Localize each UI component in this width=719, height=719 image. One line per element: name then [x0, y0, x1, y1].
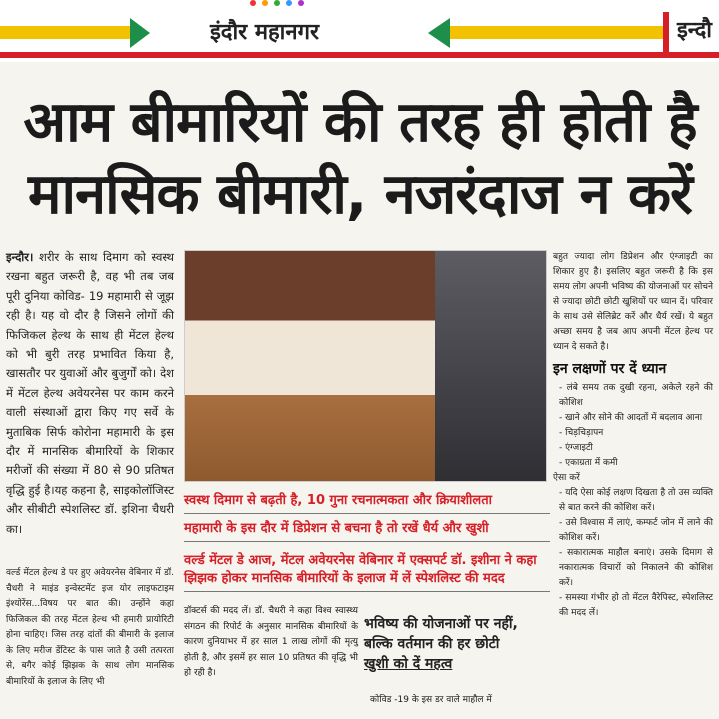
section-title: इंदौर महानगर	[210, 19, 319, 45]
lead-text: शरीर के साथ दिमाग को स्वस्थ रखना बहुत जरूरी है, वह भी तब जब पूरी दुनिया कोविड- 19 महामारी से जूझ रही है। यह वो दौर है जिसने लोगों की फिजिकल हेल्थ के साथ ही मेंटल हेल्थ को भी बुरी तरह प्रभावित किया है, खासतौर पर युवाओं और बुजुर्गों को। देश में मेंटल हेल्थ अवेयरनेस पर काम करने वाली संस्थाओं द्वारा किए गए सर्वे के मुताबिक सिर्फ कोरोना महामारी के इस दौर में मानसिक बीमारियों के शिकार मरीजों की संख्या में 80 से 90 प्रतिषत वृद्धि हुई है।यह कहना है, साइकोलॉजिस्ट और सीबीटी स्पेशलिस्ट डॉ. इशिना चैधरी का।	[6, 250, 174, 536]
do-this-label: ऐसा करें	[553, 473, 580, 483]
mid-paragraph: डॉक्टर्स की मदद लें। डॉ. चैधरी ने कहा विश्व स्वास्थ्य संगठन की रिपोर्ट के अनुसार मानसिक बीमारियों के कारण दुनियाभर में हर साल 1 लाख लोगों की मृत्यु होती है, और इसमें हर साल 10 प्रतिषत की वृद्धि भी हो रही है।	[184, 606, 358, 678]
box-quote-tail: कोविड -19 के इस डर वाले माहौल में	[370, 695, 492, 705]
list-item: - सकारात्मक माहौल बनाएं। उसके दिमाग से नकारात्मक विचारों को निकालने की कोशिश करें।	[559, 548, 713, 588]
list-item: - समस्या गंभीर हो तो मेंटल वैरेपिस्ट, स्पेशलिस्ट की मदद लें।	[559, 593, 713, 618]
box-quote	[364, 614, 534, 674]
headline-line-2: मानसिक बीमारी, नजरंदाज न करें	[28, 162, 692, 227]
pullquote-3	[184, 552, 550, 592]
pullquote-3-line-2: झिझक होकर मानसिक बीमारियों के इलाज में लें स्पेशलिस्ट की मदद	[184, 570, 550, 592]
body-paragraph: वर्ल्ड मेंटल हेल्थ डे पर हुए अवेयरनेस वेबिनार में डॉ. चैधरी ने माइंड इन्वेस्टमेंट इज योर लाइफटाइम इंश्योरेंस...विषय पर बात की। उन्होंने कहा फिजिकल की तरह मेंटल हेल्थ भी हमारी प्रायोरिटी होना चाहिए। जिस तरह दांतों की बीमारी के इलाज के लिए मरीज डेंटिस्ट के पास जाते है उसी तत्परता से, बगैर कोई झिझक के साथ लोग मानसिक बीमारियों के इलाज के लिए भी	[6, 568, 174, 687]
header-arrow-right-icon	[428, 18, 450, 48]
symptoms-subhead: इन लक्षणों पर दें ध्यान	[553, 361, 667, 377]
list-item: - चिड़चिड़ापन	[559, 428, 604, 438]
article-photo	[184, 250, 547, 482]
header-yellow-bar-left	[0, 26, 130, 39]
pullquote-3-line-1: वर्ल्ड मेंटल डे आज, मेंटल अवेयरनेस वेबिनार में एक्सपर्ट डॉ. इशीना ने कहा	[184, 553, 537, 568]
lead-paragraph	[6, 248, 174, 539]
right-column	[553, 250, 713, 621]
list-item: - एकाग्रता में कमी	[559, 458, 618, 468]
list-item: - एंग्जाइटी	[559, 443, 593, 453]
header-red-line	[0, 52, 719, 58]
list-item: - खाने और सोने की आदतों में बदलाव आना	[559, 413, 703, 423]
box-quote-line-1: भविष्य की योजनाओं पर नहीं,	[364, 616, 518, 632]
list-item: - यदि ऐसा कोई लक्षण दिखता है तो उस व्यक्ति से बात करने की कोशिश करें।	[559, 488, 713, 513]
color-dots	[232, 0, 322, 6]
header-red-post	[663, 12, 669, 52]
section-title-next: इन्दौ	[677, 17, 712, 43]
box-quote-line-2: बल्कि वर्तमान की हर छोटी	[364, 636, 500, 652]
photo-video-call	[435, 251, 547, 482]
dateline: इन्दौर।	[6, 250, 34, 264]
header-yellow-bar-right	[450, 26, 665, 39]
header-arrow-left-icon	[130, 18, 150, 48]
photo-doctor-at-desk	[185, 251, 435, 482]
list-item: - लंबे समय तक दुखी रहना, अकेले रहने की कोशिश	[559, 383, 713, 408]
box-quote-line-3: खुशी को दें महत्व	[364, 656, 453, 672]
pullquote-2: महामारी के इस दौर में डिप्रेशन से बचना है तो रखें धैर्य और खुशी	[184, 520, 550, 542]
pullquote-1: स्वस्थ दिमाग से बढ़ती है, 10 गुना रचनात्मकता और क्रियाशीलता	[184, 492, 550, 514]
headline-line-1: आम बीमारियों की तरह ही होती है	[23, 90, 697, 155]
list-item: - उसे विश्वास में लाएं, कम्फर्ट जोन में लाने की कोशिश करें।	[559, 518, 713, 543]
right-intro: बहुत ज्यादा लोग डिप्रेशन और एंग्जाइटी का शिकार हुए है। इसलिए बहुत जरूरी है कि इस समय लोग अपनी भविष्य की योजनाओं पर सोचने से ज्यादा छोटी छोटी खुशियों पर ध्यान दें। परिवार के साथ उसे सेलिब्रेट करें और धैर्य रखें। ये बहुत अच्छा समय है जब आप अपनी मेंटल हेल्थ पर ध्यान दे सकते है।	[553, 252, 713, 352]
